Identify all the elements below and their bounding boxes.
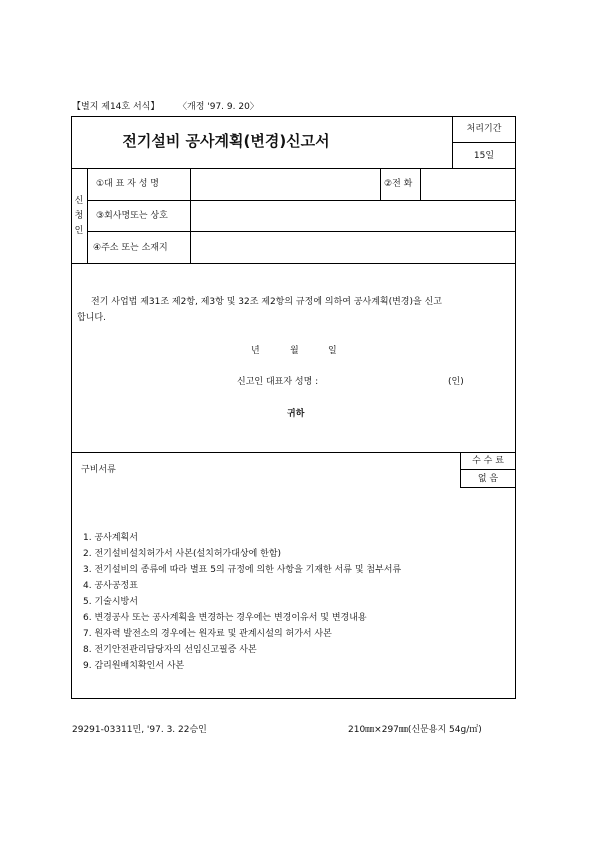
applicant-side-label: 신 청 인 bbox=[74, 196, 84, 236]
seal-mark: (인) bbox=[448, 377, 464, 387]
list-item: 1. 공사계획서 bbox=[83, 533, 138, 543]
signer-label: 신고인 대표자 성명 : bbox=[237, 377, 319, 387]
list-item: 4. 공사공정표 bbox=[83, 581, 138, 591]
divider bbox=[71, 168, 516, 169]
list-item: 8. 전기안전관리담당자의 선임신고필증 사본 bbox=[83, 645, 257, 655]
form-number: 【별지 제14호 서식】 bbox=[72, 102, 160, 112]
divider bbox=[460, 469, 516, 470]
statement-line-1: 전기 사업법 제31조 제2항, 제3항 및 32조 제2항의 규정에 의하여 공사계획(변경)을 신고 bbox=[91, 297, 442, 307]
company-name-label: ③회사명또는 상호 bbox=[96, 211, 168, 221]
date-month: 월 bbox=[290, 346, 299, 356]
required-documents-label: 구비서류 bbox=[81, 465, 116, 475]
divider bbox=[87, 200, 516, 201]
date-year: 년 bbox=[251, 346, 260, 356]
fee-value: 없 음 bbox=[477, 474, 499, 484]
divider bbox=[420, 168, 421, 200]
divider bbox=[190, 168, 191, 263]
statement-line-2: 합니다. bbox=[77, 313, 106, 323]
address-label: ④주소 또는 소재지 bbox=[93, 243, 168, 253]
list-item: 2. 전기설비설치허가서 사본(설치허가대상에 한함) bbox=[83, 549, 282, 559]
processing-period-label: 처리기간 bbox=[466, 124, 502, 134]
divider bbox=[87, 231, 516, 232]
documents-list bbox=[83, 530, 401, 674]
recipient: 귀하 bbox=[287, 409, 305, 419]
divider bbox=[87, 168, 88, 263]
phone-label: ②전 화 bbox=[384, 179, 413, 189]
divider bbox=[460, 487, 516, 488]
form-title: 전기설비 공사계획(변경)신고서 bbox=[122, 132, 330, 150]
representative-name-label: ①대 표 자 성 명 bbox=[96, 179, 159, 189]
divider bbox=[71, 452, 516, 453]
paper-size-note: 210㎜×297㎜(신문용지 54g/㎡) bbox=[348, 725, 482, 735]
divider bbox=[452, 142, 516, 143]
revision-note: 〈개정 '97. 9. 20〉 bbox=[178, 102, 259, 112]
fee-label: 수 수 료 bbox=[472, 456, 504, 466]
date-day: 일 bbox=[328, 346, 337, 356]
list-item: 5. 기술시방서 bbox=[83, 597, 138, 607]
list-item: 9. 감리원배치확인서 사본 bbox=[83, 661, 185, 671]
list-item: 3. 전기설비의 종류에 따라 별표 5의 규정에 의한 사항을 기재한 서류 및 첨부서류 bbox=[83, 565, 402, 575]
processing-period-value: 15일 bbox=[473, 151, 495, 161]
approval-note: 29291-03311민, '97. 3. 22승인 bbox=[72, 725, 207, 735]
divider bbox=[71, 263, 516, 264]
list-item: 6. 변경공사 또는 공사계획을 변경하는 경우에는 변경이유서 및 변경내용 bbox=[83, 613, 367, 623]
divider bbox=[380, 168, 381, 200]
list-item: 7. 원자력 발전소의 경우에는 원자료 및 관계시설의 허가서 사본 bbox=[83, 629, 332, 639]
